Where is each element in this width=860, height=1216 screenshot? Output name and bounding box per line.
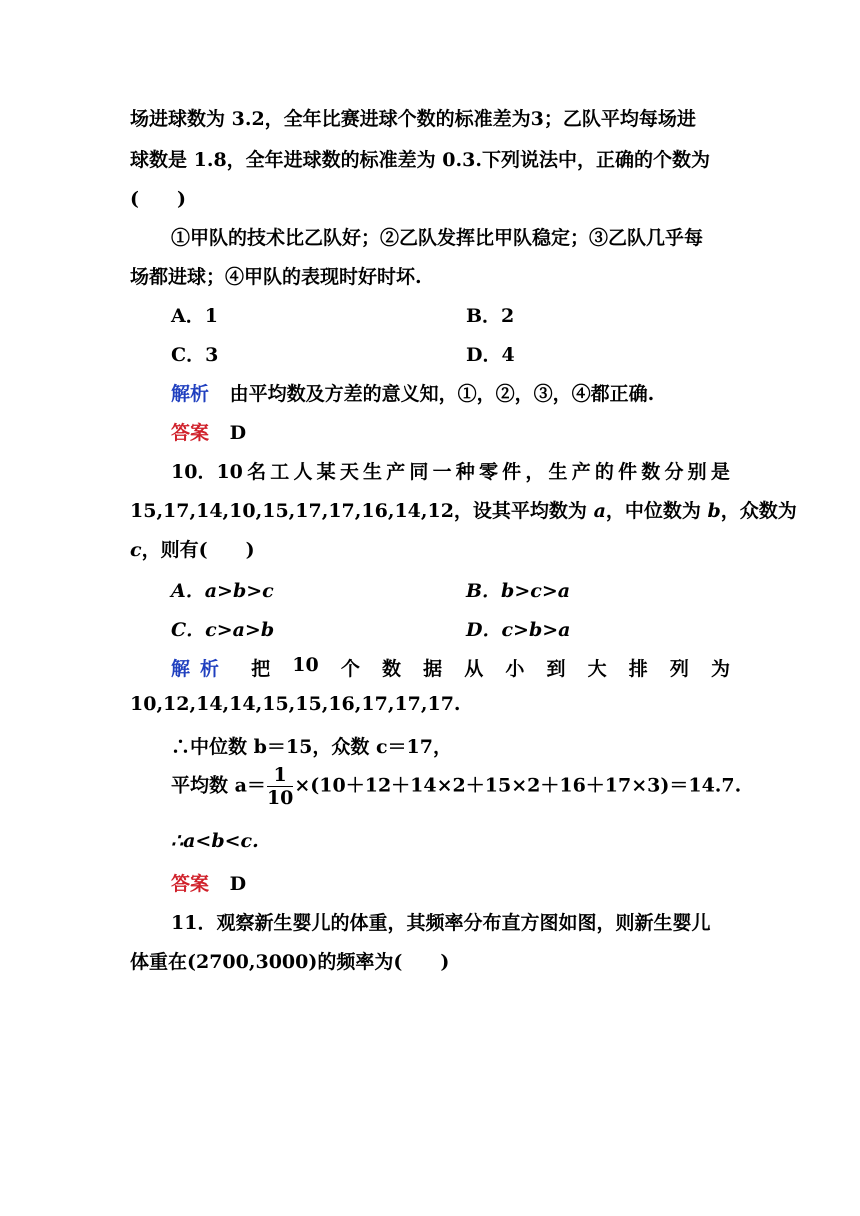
q9-option-b[interactable]: B．2	[466, 305, 515, 327]
var-a: a	[593, 500, 606, 522]
var-b: b	[707, 500, 721, 522]
var-c: c	[130, 539, 142, 561]
q10-analysis-char: 列	[669, 658, 689, 680]
q10-prompt: ，则有( )	[141, 539, 255, 561]
q10-line-1-char: 件	[618, 461, 638, 483]
q10-analysis-char: 排	[628, 658, 648, 680]
q10-sorted-data: 10,12,14,14,15,15,16,17,17,17.	[130, 693, 461, 715]
q10-line-1-char: 的	[594, 461, 614, 483]
q10-option-d[interactable]: D．c>b>a	[466, 619, 571, 641]
answer-label: 答案	[171, 422, 210, 444]
q10-line-1-char: ，	[525, 461, 545, 483]
q10-median-text: ，中位数为	[605, 500, 708, 522]
q9-statement-1: ①甲队的技术比乙队好；②乙队发挥比甲队稳定；③乙队几乎每	[171, 227, 704, 249]
q10-line-1-char: 别	[687, 461, 707, 483]
q10-line-1-char: 生	[363, 461, 383, 483]
q10-analysis-char: 10	[292, 654, 319, 676]
q10-line-1-char: 零	[478, 461, 498, 483]
q10-line-1-char: 人	[293, 461, 313, 483]
q10-answer	[171, 869, 246, 896]
mean-prefix: 平均数 a＝	[171, 774, 266, 797]
q10-analysis-char: 从	[464, 658, 484, 680]
q9-line-1: 场进球数为 3.2，全年比赛进球个数的标准差为3；乙队平均每场进	[130, 108, 696, 130]
q10-line-1-char: 种	[455, 461, 475, 483]
analysis-label: 解析	[171, 383, 210, 405]
q10-line-1-char: 分	[664, 461, 684, 483]
fraction-denominator: 10	[266, 787, 294, 809]
q10-analysis-char: 据	[423, 658, 443, 680]
q10-line-2	[130, 496, 797, 523]
q9-analysis	[171, 379, 654, 406]
q11-line-2: 体重在(2700,3000)的频率为( )	[130, 951, 450, 973]
q10-analysis-char: 小	[505, 658, 525, 680]
analysis-label: 解析	[171, 658, 230, 680]
q10-line-1-char: 是	[710, 461, 730, 483]
q10-line-1-char: 一	[432, 461, 452, 483]
q10-line-1-char: 某	[316, 461, 336, 483]
q10-median-mode: ∴中位数 b＝15，众数 c＝17，	[171, 736, 452, 758]
q10-analysis-char: 个	[340, 658, 360, 680]
q10-answer-value: D	[229, 873, 247, 895]
q10-line-3	[130, 535, 255, 562]
mean-expression: ×(10＋12＋14×2＋15×2＋16＋17×3)＝14.7.	[294, 774, 742, 797]
q10-analysis-line	[171, 654, 730, 681]
q10-option-b[interactable]: B．b>c>a	[466, 580, 571, 602]
q10-line-1-char: 件	[502, 461, 522, 483]
q9-option-d[interactable]: D．4	[466, 344, 515, 366]
q10-line-1-char: 产	[386, 461, 406, 483]
q10-line-1-char: 10．10	[171, 461, 243, 483]
q9-option-c[interactable]: C．3	[171, 344, 219, 366]
q10-conclusion: ∴a<b<c.	[171, 830, 259, 852]
q10-option-a[interactable]: A．a>b>c	[171, 580, 274, 602]
q10-option-c[interactable]: C．c>a>b	[171, 619, 275, 641]
answer-label: 答案	[171, 873, 210, 895]
q10-data-text: 15,17,14,10,15,17,17,16,14,12，设其平均数为	[130, 500, 594, 522]
q10-line-1-char: 天	[339, 461, 359, 483]
fraction	[267, 764, 293, 809]
q10-line-1-char: 同	[409, 461, 429, 483]
q10-line-1-char: 数	[641, 461, 661, 483]
q10-mean-formula	[171, 764, 741, 809]
q10-analysis-char: 数	[381, 658, 401, 680]
q10-analysis-char: 大	[587, 658, 607, 680]
q9-line-3: ( )	[130, 188, 186, 210]
q9-answer	[171, 418, 246, 445]
q10-analysis-char: 为	[710, 658, 730, 680]
q9-analysis-text: 由平均数及方差的意义知，①，②，③，④都正确.	[229, 383, 655, 405]
q9-statement-2: 场都进球；④甲队的表现时好时坏.	[130, 266, 422, 288]
q10-line-1-char: 工	[270, 461, 290, 483]
q10-line-1	[171, 457, 730, 484]
q10-mode-text: ，众数为	[720, 500, 797, 522]
q10-line-1-char: 名	[247, 461, 267, 483]
q9-answer-value: D	[229, 422, 247, 444]
q11-line-1: 11．观察新生婴儿的体重，其频率分布直方图如图，则新生婴儿	[171, 912, 711, 934]
q9-option-a[interactable]: A．1	[171, 305, 218, 327]
q10-line-1-char: 产	[571, 461, 591, 483]
fraction-numerator: 1	[267, 764, 293, 787]
q10-line-1-char: 生	[548, 461, 568, 483]
q10-analysis-char: 把	[251, 658, 271, 680]
q10-analysis-char: 到	[546, 658, 566, 680]
q9-line-2: 球数是 1.8，全年进球数的标准差为 0.3.下列说法中，正确的个数为	[130, 149, 710, 171]
